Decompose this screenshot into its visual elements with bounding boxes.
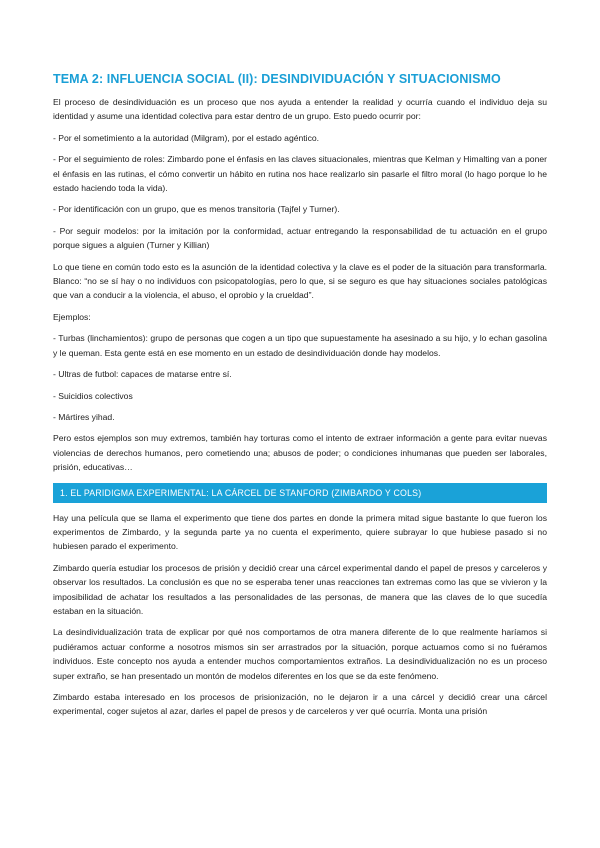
list-item: - Por identificación con un grupo, que es menos transitoria (Tajfel y Turner). bbox=[53, 204, 340, 215]
paragraph: La desindividualización trata de explicar por qué nos comportamos de otra manera diferente de lo que realmente haríamos si pudiéramos actuar conforme a nosotros mismos sin ser arrastrados por la situación, porque actuamos como si no fuéramos individuos. Este concepto nos ayuda a entender muchos comportamientos extraños. La desindividualización no es un proceso super extraño, se han presentado un montón de modelos diferentes en los que se da este fenómeno. bbox=[53, 627, 547, 681]
paragraph: Zimbardo quería estudiar los procesos de prisión y decidió crear una cárcel experimental dando el papel de presos y carceleros y observar los resultados. La conclusión es que no se esperaba tener unas reacciones tan extremas como las que se vivieron y la imposibilidad de achatar los resultados a las personalidades de las personas, de manera que las claves de lo que sucedía estaban en la situación. bbox=[53, 562, 547, 616]
list-item: - Ultras de futbol: capaces de matarse entre sí. bbox=[53, 369, 232, 380]
paragraph: Pero estos ejemplos son muy extremos, también hay torturas como el intento de extraer información a gente para evitar nuevas violencias de derechos humanos, pero cometiendo una; abusos de poder; o condiciones inhumanas que pueden ser laborales, prisión, educativas… bbox=[53, 433, 547, 473]
examples-label: Ejemplos: bbox=[53, 311, 91, 322]
paragraph: El proceso de desindividuación es un proceso que nos ayuda a entender la realidad y ocurría cuando el individuo deja su identidad y asume una identidad colectiva para estar dentro de un grupo. Esto puedo ocurrir por: bbox=[53, 97, 547, 122]
list-item: - Por el sometimiento a la autoridad (Milgram), por el estado agéntico. bbox=[53, 132, 320, 143]
document-title: TEMA 2: INFLUENCIA SOCIAL (II): DESINDIVIDUACIÓN Y SITUACIONISMO bbox=[53, 72, 501, 86]
paragraph: Zimbardo estaba interesado en los procesos de prisionización, no le dejaron ir a una cárcel y decidió crear una cárcel experimental, coger sujetos al azar, darles el papel de presos y de carceleros y ver qué ocurría. Monta una prisión bbox=[53, 692, 547, 717]
paragraph: Hay una película que se llama el experimento que tiene dos partes en donde la primera mitad sigue bastante lo que fueron los experimentos de Zimbardo, y la segunda parte ya no cuenta el experimento, quiere subrayar lo que hubiese pasado si no hubiesen parado el experimento. bbox=[53, 512, 547, 552]
list-item: - Suicidios colectivos bbox=[53, 390, 133, 401]
section-heading: 1. EL PARIDIGMA EXPERIMENTAL: LA CÁRCEL DE STANFORD (ZIMBARDO Y COLS) bbox=[53, 483, 547, 503]
list-item: - Por seguir modelos: por la imitación por la conformidad, actuar entregando la responsabilidad de tu actuación en el grupo porque sigues a alguien (Turner y Killian) bbox=[53, 225, 547, 251]
list-item: - Turbas (linchamientos): grupo de personas que cogen a un tipo que supuestamente ha asesinado a su hijo, y lo echan gasolina y le queman. Esta gente está en ese momento en un estado de desindividuación donde hay modelos. bbox=[53, 333, 547, 358]
section-body bbox=[53, 511, 547, 719]
intro-body bbox=[53, 95, 547, 475]
list-item: - Por el seguimiento de roles: Zimbardo pone el énfasis en las claves situacionales, mientras que Kelman y Himalting van a poner el énfasis en las rutinas, el cómo convertir un hábito en rutina nos hace realizarlo sin pasarle el filtro moral (lo hago porque lo he estado haciendo toda la vida). bbox=[53, 154, 547, 194]
list-item: - Mártires yihad. bbox=[53, 411, 115, 422]
paragraph: Lo que tiene en común todo esto es la asunción de la identidad colectiva y la clave es el poder de la situación para transformarla. Blanco: “no se sí hay o no individuos con psicopatologías, pero lo que, si se seguro es que hay situaciones sociales patológicas que van a conducir a la violencia, el abuso, el oprobio y la crueldad”. bbox=[53, 261, 547, 301]
